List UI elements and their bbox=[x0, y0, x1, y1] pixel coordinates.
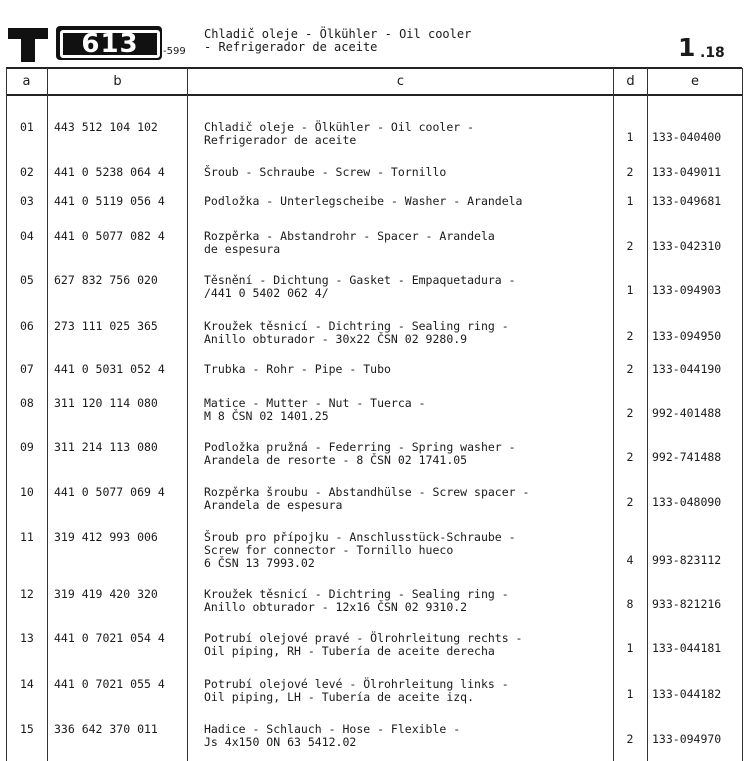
code-cell: 133-094950 bbox=[652, 329, 722, 343]
description-line: de espesura bbox=[204, 242, 281, 256]
code-cell: 133-049011 bbox=[652, 165, 722, 179]
description-cell bbox=[204, 441, 516, 467]
description-cell bbox=[204, 274, 516, 300]
part-number-cell: 319 419 420 320 bbox=[54, 587, 158, 601]
quantity-cell: 1 bbox=[626, 130, 634, 144]
position-cell: 06 bbox=[20, 319, 34, 333]
description-line: Potrubí olejové levé - Ölrohrleitung links - bbox=[204, 677, 509, 691]
description-cell bbox=[204, 230, 495, 256]
model-number: 613 bbox=[60, 30, 160, 58]
description-line: Rozpěrka šroubu - Abstandhülse - Screw spacer - bbox=[204, 485, 530, 499]
description-cell bbox=[204, 320, 509, 346]
description-line: Kroužek těsnicí - Dichtring - Sealing ring - bbox=[204, 587, 509, 601]
description-line: Matice - Mutter - Nut - Tuerca - bbox=[204, 396, 426, 410]
part-number-cell: 441 0 5077 082 4 bbox=[54, 229, 165, 243]
part-number-cell: 627 832 756 020 bbox=[54, 273, 158, 287]
part-number-cell: 273 111 025 365 bbox=[54, 319, 158, 333]
code-cell: 133-094970 bbox=[652, 732, 722, 746]
header-divider bbox=[6, 67, 742, 69]
position-cell: 07 bbox=[20, 362, 34, 376]
description-line: 6 ČSN 13 7993.02 bbox=[204, 556, 315, 570]
part-number-cell: 441 0 7021 054 4 bbox=[54, 631, 165, 645]
description-cell bbox=[204, 121, 474, 147]
column-header-a: a bbox=[22, 74, 31, 89]
model-logo bbox=[56, 26, 162, 60]
part-number-cell: 311 120 114 080 bbox=[54, 396, 158, 410]
column-header-d: d bbox=[626, 74, 635, 89]
description-line: Šroub - Schraube - Screw - Tornillo bbox=[204, 165, 447, 179]
quantity-cell: 1 bbox=[626, 194, 634, 208]
code-cell: 992-741488 bbox=[652, 450, 722, 464]
description-line: Podložka - Unterlegscheibe - Washer - Arandela bbox=[204, 194, 523, 208]
part-number-cell: 441 0 5031 052 4 bbox=[54, 362, 165, 376]
position-cell: 12 bbox=[20, 587, 34, 601]
description-line: Chladič oleje - Ölkühler - Oil cooler - bbox=[204, 120, 475, 134]
quantity-cell: 2 bbox=[626, 329, 634, 343]
code-cell: 133-044182 bbox=[652, 687, 722, 701]
code-cell: 992-401488 bbox=[652, 406, 722, 420]
description-line: Trubka - Rohr - Pipe - Tubo bbox=[204, 362, 391, 376]
description-cell bbox=[204, 397, 426, 423]
page-title-line-2: - Refrigerador de aceite bbox=[204, 40, 378, 54]
description-line: Arandela de resorte - 8 ČSN 02 1741.05 bbox=[204, 453, 468, 467]
description-line: M 8 ČSN 02 1401.25 bbox=[204, 409, 329, 423]
column-divider-a bbox=[47, 68, 48, 761]
column-divider-b bbox=[187, 68, 188, 761]
quantity-cell: 8 bbox=[626, 597, 634, 611]
part-number-cell: 319 412 993 006 bbox=[54, 530, 158, 544]
quantity-cell: 2 bbox=[626, 406, 634, 420]
description-line: Anillo obturador - 12x16 ČSN 02 9310.2 bbox=[204, 600, 468, 614]
quantity-cell: 2 bbox=[626, 732, 634, 746]
position-cell: 09 bbox=[20, 440, 34, 454]
code-cell: 133-044190 bbox=[652, 362, 722, 376]
description-cell bbox=[204, 486, 529, 512]
description-line: Screw for connector - Tornillo hueco bbox=[204, 543, 454, 557]
description-cell bbox=[204, 363, 391, 376]
position-cell: 01 bbox=[20, 120, 34, 134]
code-cell: 133-094903 bbox=[652, 283, 722, 297]
description-cell bbox=[204, 723, 460, 749]
description-line: /441 0 5402 062 4/ bbox=[204, 286, 329, 300]
description-cell bbox=[204, 678, 509, 704]
column-header-b: b bbox=[113, 74, 122, 89]
page-subnumber: .18 bbox=[700, 45, 725, 61]
quantity-cell: 2 bbox=[626, 362, 634, 376]
description-line: Anillo obturador - 30x22 ČSN 02 9280.9 bbox=[204, 332, 468, 346]
logo-t-stem bbox=[21, 28, 35, 62]
description-cell bbox=[204, 166, 446, 179]
part-number-cell: 441 0 5238 064 4 bbox=[54, 165, 165, 179]
page-number: 1 bbox=[678, 33, 696, 62]
description-line: Oil piping, LH - Tubería de aceite izq. bbox=[204, 690, 475, 704]
position-cell: 11 bbox=[20, 530, 34, 544]
part-number-cell: 441 0 5119 056 4 bbox=[54, 194, 165, 208]
position-cell: 14 bbox=[20, 677, 34, 691]
tatra-t-logo bbox=[8, 28, 48, 62]
code-cell: 133-040400 bbox=[652, 130, 722, 144]
code-cell: 933-821216 bbox=[652, 597, 722, 611]
part-number-cell: 336 642 370 011 bbox=[54, 722, 158, 736]
part-number-cell: 443 512 104 102 bbox=[54, 120, 158, 134]
description-line: Těsnění - Dichtung - Gasket - Empaquetadura - bbox=[204, 273, 516, 287]
position-cell: 03 bbox=[20, 194, 34, 208]
part-number-cell: 311 214 113 080 bbox=[54, 440, 158, 454]
position-cell: 05 bbox=[20, 273, 34, 287]
position-cell: 08 bbox=[20, 396, 34, 410]
position-cell: 13 bbox=[20, 631, 34, 645]
description-cell bbox=[204, 531, 516, 570]
quantity-cell: 4 bbox=[626, 553, 634, 567]
part-number-cell: 441 0 7021 055 4 bbox=[54, 677, 165, 691]
position-cell: 04 bbox=[20, 229, 34, 243]
description-line: Js 4x150 ON 63 5412.02 bbox=[204, 735, 357, 749]
description-cell bbox=[204, 195, 523, 208]
frame-left bbox=[6, 68, 7, 761]
column-header-divider bbox=[6, 94, 742, 96]
part-number-cell: 441 0 5077 069 4 bbox=[54, 485, 165, 499]
description-line: Rozpěrka - Abstandrohr - Spacer - Arandela bbox=[204, 229, 495, 243]
quantity-cell: 2 bbox=[626, 495, 634, 509]
position-cell: 10 bbox=[20, 485, 34, 499]
description-line: Oil piping, RH - Tubería de aceite derecha bbox=[204, 644, 495, 658]
quantity-cell: 1 bbox=[626, 283, 634, 297]
page-header bbox=[0, 0, 750, 68]
description-line: Hadice - Schlauch - Hose - Flexible - bbox=[204, 722, 461, 736]
description-line: Potrubí olejové pravé - Ölrohrleitung rechts - bbox=[204, 631, 523, 645]
description-line: Kroužek těsnicí - Dichtring - Sealing ring - bbox=[204, 319, 509, 333]
quantity-cell: 2 bbox=[626, 239, 634, 253]
quantity-cell: 1 bbox=[626, 641, 634, 655]
description-cell bbox=[204, 588, 509, 614]
description-line: Šroub pro přípojku - Anschlusstück-Schraube - bbox=[204, 530, 516, 544]
code-cell: 993-823112 bbox=[652, 553, 722, 567]
column-header-c: c bbox=[396, 74, 405, 89]
quantity-cell: 2 bbox=[626, 165, 634, 179]
code-cell: 133-048090 bbox=[652, 495, 722, 509]
column-header-e: e bbox=[691, 74, 699, 89]
page-title-line-1: Chladič oleje - Ölkühler - Oil cooler bbox=[204, 27, 472, 41]
position-cell: 15 bbox=[20, 722, 34, 736]
model-suffix: -599 bbox=[163, 46, 186, 57]
description-line: Podložka pružná - Federring - Spring washer - bbox=[204, 440, 516, 454]
code-cell: 133-049681 bbox=[652, 194, 722, 208]
description-line: Arandela de espesura bbox=[204, 498, 343, 512]
code-cell: 133-042310 bbox=[652, 239, 722, 253]
code-cell: 133-044181 bbox=[652, 641, 722, 655]
description-cell bbox=[204, 632, 523, 658]
quantity-cell: 1 bbox=[626, 687, 634, 701]
position-cell: 02 bbox=[20, 165, 34, 179]
description-line: Refrigerador de aceite bbox=[204, 133, 357, 147]
quantity-cell: 2 bbox=[626, 450, 634, 464]
